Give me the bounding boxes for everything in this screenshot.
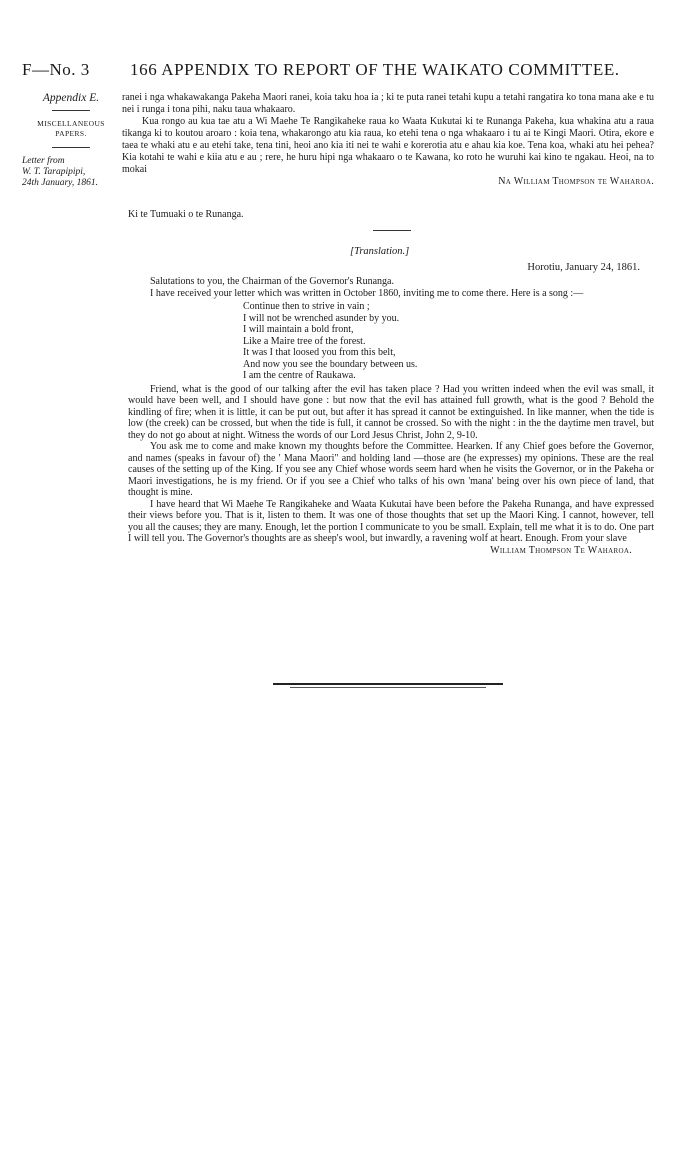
song-line: It was I that loosed you from this belt, [243,347,396,358]
english-paragraph-3: You ask me to come and make known my thoughts before the Committee. Hearken. If any Chief goes before the Governor, and names (speaks in favour of) the ' Mana Maori" and holding land —those are (he expresses) my opinions. These are the real causes of the setting up of the King. If you see any Chief whose words seem hard when he visits the Governor, or in the Pakeha or Maori investigations, he is my friend. Or if you see a Chief who talks of his own 'mana' being over his own piece of land, that thought is mine. [128,441,654,498]
end-rule-thin [290,687,486,688]
english-text [128,276,654,556]
page-title: 166 APPENDIX TO REPORT OF THE WAIKATO COMMITTEE. [130,60,620,79]
letter-note-line-1: Letter from [22,156,65,166]
salutation: Salutations to you, the Chairman of the Governor's Runanga. [150,276,394,287]
song-line: I am the centre of Raukawa. [243,370,356,381]
margin-rule [52,110,90,111]
song-line: Continue then to strive in vain ; [243,301,370,312]
song-line: Like a Maire tree of the forest. [243,335,366,347]
letter-note [22,156,120,189]
letter-note-line-2: W. T. Tarapipipi, [22,167,86,177]
letter-note-line-3: 24th January, 1861. [22,178,98,188]
section-label: MISCELLANEOUS PAPERS. [37,119,105,138]
english-paragraph-4: I have heard that Wi Maehe Te Rangikaheke and Waata Kukutai have been before the Pakeha Runanga, and have expressed their views before you. That is it, listen to them. It was one of those thoughts that set up the Maori King. I cannot, however, tell you all the causes; they are many. Enough, let the portion I communicate to you be small. Explain, tell me what it is to do. One part I will tell you. The Governor's thoughts are as sheep's wool, but inwardly, a ravening wolf at heart. Enough. From your slave [128,498,654,544]
maori-signature: Na William Thompson te Waharoa. [498,176,654,187]
translation-heading: [Translation.] [350,246,410,257]
section-divider [373,230,411,231]
song-line: And now you see the boundary between us. [243,358,418,370]
margin-rule-2 [52,147,90,148]
song-line: I will not be wrenched asunder by you. [243,312,400,324]
song-line: I will maintain a bold front, [243,324,354,335]
page-header [22,60,678,84]
end-rule [273,683,503,685]
appendix-label: Appendix E. [42,92,100,104]
maori-text [122,92,654,188]
maori-addressee: Ki te Tumuaki o te Runanga. [128,209,244,220]
maori-paragraph-2: Kua rongo au kua tae atu a Wi Maehe Te Rangikaheke raua ko Waata Kukutai ki te Runanga Pakeha, kua whakina atu a raua tikanga ki to koutou aroaro : koia tena, whakarongo atu kia raua, ko etehi tena o nga whakaaro i tu ai te Kingi Maori. Otira, ekore e taea te whaki atu e au etehi take, tena tini, heoi ano kia iti nei te wahi e korerotia atu e ahau kia koe. Tena koa, whaki atu hei pehea? Kia kotahi te wahi e kiia atu e au ; rere, he huru hipi nga whakaaro o te Kawana, ko roto he wuruhi kai kino te ngakau. Heoi, na to mokai [122,116,654,175]
series-number: F—No. 3 [22,60,90,79]
english-paragraph-2: Friend, what is the good of our talking after the evil has taken place ? Had you written indeed when the evil was small, it would have been well, and I should have gone : but now that the evil has attained full growth, what is the good ? Behold the kindling of fire; when it is little, it can be put out, but after it has spread it cannot be extinguished. In like manner, when the tide is low (the creek) can be crossed, but when the tide is full, it cannot be crossed. So with the night : in the the daytime men travel, but they do not go about at night. Witness the words of our Lord Jesus Christ, John 2, 9-10. [128,383,654,441]
english-signature: William Thompson Te Waharoa. [490,544,632,556]
margin-notes [22,92,120,189]
song-verse [243,301,654,382]
english-paragraph-1: I have received your letter which was written in October 1860, inviting me to come there. Here is a song :— [150,287,584,299]
maori-paragraph-1: ranei i nga whakawakanga Pakeha Maori ranei, koia taku hoa ia ; ki te puta ranei tetahi kupu a tetahi rangatira ko tona mana ake e tu nei i runga i tona pihi, naku taua whakaaro. [122,92,654,115]
dateline: Horotiu, January 24, 1861. [527,262,640,273]
